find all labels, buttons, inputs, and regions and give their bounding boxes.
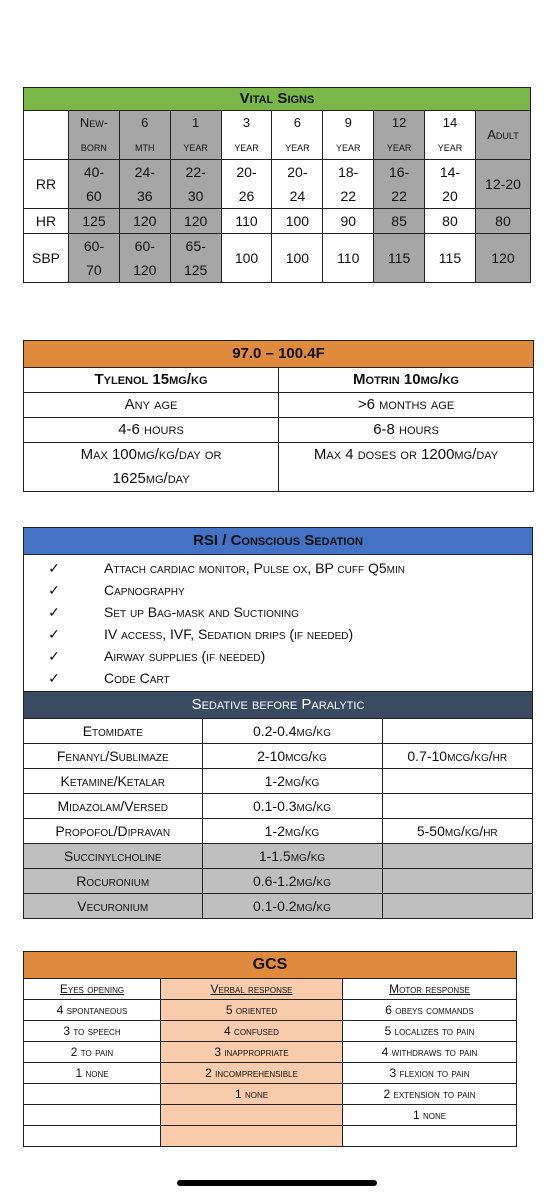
- cell-line: 115: [387, 250, 411, 266]
- sedative-title: Sedative before Paralytic: [24, 691, 532, 718]
- age-column-header: [69, 111, 120, 160]
- sedative-row: [24, 869, 532, 894]
- gcs-row: [24, 1105, 517, 1126]
- fever-row: [24, 418, 534, 443]
- checklist-item: [24, 557, 532, 579]
- vital-sign-value: [425, 234, 476, 283]
- vital-sign-value: [119, 234, 170, 283]
- cell-line: 20: [442, 188, 458, 204]
- cell-line: year: [386, 139, 412, 154]
- cell-line: 80: [495, 213, 511, 229]
- motrin-cell: 6-8 hours: [279, 418, 534, 443]
- gcs-verbal-cell: [161, 1105, 343, 1126]
- age-column-header: [170, 111, 221, 160]
- cell-line: 100: [285, 213, 310, 229]
- cell-line: 120: [491, 250, 515, 266]
- vital-sign-value: [221, 209, 272, 234]
- cell-line: 1: [192, 115, 200, 130]
- vital-signs-age-header: [24, 111, 531, 160]
- motrin-header: Motrin 10mg/kg: [279, 368, 534, 393]
- drug-dose: 0.2-0.4mg/kg: [202, 719, 382, 744]
- drug-dose: 1-1.5mg/kg: [202, 844, 382, 869]
- drug-drip: [382, 769, 532, 794]
- vital-signs-title: Vital Signs: [24, 88, 531, 111]
- gcs-motor-cell: [343, 1126, 517, 1147]
- check-icon: ✓: [48, 604, 60, 620]
- drug-drip: [382, 869, 532, 894]
- gcs-verbal-cell: [161, 1126, 343, 1147]
- vital-sign-value: [170, 234, 221, 283]
- check-icon: ✓: [48, 626, 60, 642]
- vital-sign-value: [69, 234, 120, 283]
- cell-line: New-: [79, 115, 109, 130]
- motrin-cell: Max 4 doses or 1200mg/day: [279, 443, 534, 492]
- gcs-eyes-cell: [24, 1126, 161, 1147]
- cell-line: 40-: [83, 164, 105, 180]
- checklist-text: Set up Bag-mask and Suctioning: [104, 604, 299, 620]
- sedative-row: [24, 844, 532, 869]
- drug-name: Ketamine/Ketalar: [24, 769, 202, 794]
- cell-line: year: [234, 139, 259, 154]
- vital-sign-value: [221, 160, 272, 209]
- drug-name: Rocuronium: [24, 869, 202, 894]
- vital-signs-corner: [24, 111, 69, 160]
- checklist-text: IV access, IVF, Sedation drips (if needed): [104, 626, 354, 642]
- rsi-section: [23, 527, 533, 919]
- drug-drip: [382, 844, 532, 869]
- vital-sign-value: [170, 209, 221, 234]
- vital-sign-value: [221, 234, 272, 283]
- age-column-header: [272, 111, 323, 160]
- gcs-motor-header: Motor response: [343, 979, 517, 1000]
- gcs-verbal-cell: 3 inappropriate: [161, 1042, 343, 1063]
- cell-line: 22: [391, 188, 407, 204]
- cell-line: 120: [133, 262, 157, 278]
- cell-line: 60-: [83, 238, 105, 254]
- cell-line: 22: [340, 188, 357, 204]
- vital-sign-value: [323, 234, 374, 283]
- cell-line: 85: [391, 213, 407, 229]
- cell-line: year: [335, 139, 361, 154]
- cell-line: year: [437, 139, 463, 154]
- cell-line: 6: [293, 115, 301, 130]
- fever-row: [24, 443, 534, 492]
- checklist-item: [24, 579, 532, 601]
- drug-dose: 0.1-0.3mg/kg: [202, 794, 382, 819]
- cell-line: 20-: [236, 164, 257, 180]
- cell-line: 16-: [388, 164, 410, 180]
- vital-sign-value: [323, 209, 374, 234]
- check-icon: ✓: [48, 648, 60, 664]
- cell-line: year: [285, 139, 310, 154]
- checklist-text: Capnography: [104, 582, 185, 598]
- cell-line: 22-: [185, 164, 206, 180]
- age-column-header: [374, 111, 425, 160]
- vital-sign-value: [272, 160, 323, 209]
- vital-sign-value: [374, 234, 425, 283]
- vital-sign-value: [119, 209, 170, 234]
- cell-line: 80: [442, 213, 458, 229]
- gcs-verbal-cell: 4 confused: [161, 1021, 343, 1042]
- vital-sign-value: [374, 160, 425, 209]
- cell-line: 3: [242, 115, 251, 130]
- gcs-eyes-cell: 4 spontaneous: [24, 1000, 161, 1021]
- vital-sign-value: [475, 209, 530, 234]
- vital-sign-label: SBP: [24, 234, 69, 283]
- checklist-item: [24, 623, 532, 645]
- cell-line: 120: [183, 213, 208, 229]
- gcs-row: [24, 1063, 517, 1084]
- home-indicator[interactable]: [177, 1180, 377, 1186]
- cell-line: 115: [438, 250, 462, 266]
- gcs-verbal-cell: 2 incomprehensible: [161, 1063, 343, 1084]
- tylenol-cell: Max 100mg/kg/day or 1625mg/day: [24, 443, 279, 492]
- checklist-item: [24, 645, 532, 667]
- vital-sign-value: [170, 160, 221, 209]
- drug-drip: 5-50mg/kg/hr: [382, 819, 532, 844]
- vital-sign-value: [119, 160, 170, 209]
- cell-line: 20-: [287, 164, 308, 180]
- drug-drip: [382, 794, 532, 819]
- cell-line: 18-: [338, 164, 359, 180]
- check-icon: ✓: [48, 670, 60, 686]
- vital-sign-value: [323, 160, 374, 209]
- cell-line: 24: [289, 188, 306, 204]
- drug-name: Succinylcholine: [24, 844, 202, 869]
- cell-line: 110: [235, 213, 258, 229]
- vital-sign-value: [475, 234, 530, 283]
- cell-line: 120: [133, 213, 157, 229]
- gcs-eyes-cell: [24, 1084, 161, 1105]
- cell-line: 36: [137, 188, 153, 204]
- cell-line: 100: [285, 250, 310, 266]
- cell-line: 12: [391, 115, 407, 130]
- vital-sign-label: RR: [24, 160, 69, 209]
- age-column-header: [475, 111, 530, 160]
- drug-name: Propofol/Dipravan: [24, 819, 202, 844]
- vital-sign-value: [425, 209, 476, 234]
- cell-line: 9: [344, 115, 352, 130]
- antipyretic-table: [23, 340, 534, 492]
- age-column-header: [221, 111, 272, 160]
- sedative-row: [24, 744, 532, 769]
- drug-dose: 0.6-1.2mg/kg: [202, 869, 382, 894]
- cell-line: 6: [141, 115, 149, 130]
- gcs-verbal-cell: 5 oriented: [161, 1000, 343, 1021]
- check-icon: ✓: [48, 582, 60, 598]
- vital-sign-row: [24, 160, 531, 209]
- drug-dose: 2-10mcg/kg: [202, 744, 382, 769]
- rsi-title: RSI / Conscious Sedation: [24, 528, 532, 555]
- cell-line: 26: [238, 188, 255, 204]
- vital-sign-value: [69, 209, 120, 234]
- gcs-motor-cell: 2 extension to pain: [343, 1084, 517, 1105]
- drug-name: Fenanyl/Sublimaze: [24, 744, 202, 769]
- cell-line: 12-20: [485, 176, 521, 192]
- drug-dose: 1-2mg/kg: [202, 819, 382, 844]
- drug-drip: [382, 894, 532, 919]
- gcs-row: [24, 1042, 517, 1063]
- gcs-eyes-cell: 1 none: [24, 1063, 161, 1084]
- sedative-row: [24, 769, 532, 794]
- checklist-text: Code Cart: [104, 670, 170, 686]
- sedative-row: [24, 794, 532, 819]
- vital-sign-label: HR: [24, 209, 69, 234]
- sedative-row: [24, 894, 532, 919]
- cell-line: born: [80, 139, 107, 154]
- cell-line: year: [183, 139, 208, 154]
- vital-sign-row: [24, 234, 531, 283]
- gcs-eyes-cell: 3 to speech: [24, 1021, 161, 1042]
- cell-line: 60-: [134, 238, 155, 254]
- cell-line: 125: [183, 262, 208, 278]
- gcs-row: [24, 1084, 517, 1105]
- sedative-row: [24, 719, 532, 744]
- cell-line: 65-: [185, 238, 206, 254]
- cell-line: 60: [86, 188, 102, 204]
- motrin-cell: >6 months age: [279, 393, 534, 418]
- drug-name: Etomidate: [24, 719, 202, 744]
- vital-sign-value: [475, 160, 530, 209]
- vital-sign-value: [69, 160, 120, 209]
- vital-signs-table: [23, 87, 531, 283]
- drug-dose: 1-2mg/kg: [202, 769, 382, 794]
- cell-line: Adult: [487, 127, 519, 142]
- tylenol-cell: 4-6 hours: [24, 418, 279, 443]
- cell-line: 30: [187, 188, 204, 204]
- cell-line: 110: [337, 250, 360, 266]
- cell-line: 14-: [439, 164, 461, 180]
- gcs-motor-cell: 5 localizes to pain: [343, 1021, 517, 1042]
- cell-line: 14: [442, 115, 458, 130]
- gcs-motor-cell: 6 obeys commands: [343, 1000, 517, 1021]
- tylenol-cell: Any age: [24, 393, 279, 418]
- checklist-text: Airway supplies (if needed): [104, 648, 266, 664]
- gcs-motor-cell: 3 flexion to pain: [343, 1063, 517, 1084]
- gcs-verbal-header: Verbal response: [161, 979, 343, 1000]
- gcs-eyes-header: Eyes opening: [24, 979, 161, 1000]
- drug-drip: 0.7-10mcg/kg/hr: [382, 744, 532, 769]
- gcs-eyes-cell: 2 to pain: [24, 1042, 161, 1063]
- rsi-checklist: [24, 555, 532, 691]
- drug-name: Midazolam/Versed: [24, 794, 202, 819]
- gcs-row: [24, 1126, 517, 1147]
- fever-row: [24, 393, 534, 418]
- cell-line: 90: [340, 213, 357, 229]
- vital-sign-value: [272, 209, 323, 234]
- sedative-table: [24, 718, 532, 918]
- gcs-row: [24, 1021, 517, 1042]
- cell-line: 24-: [134, 164, 155, 180]
- sedative-row: [24, 819, 532, 844]
- gcs-row: [24, 1000, 517, 1021]
- vital-sign-row: [24, 209, 531, 234]
- drug-drip: [382, 719, 532, 744]
- drug-dose: 0.1-0.2mg/kg: [202, 894, 382, 919]
- vital-sign-value: [272, 234, 323, 283]
- cell-line: 70: [86, 262, 102, 278]
- gcs-verbal-cell: 1 none: [161, 1084, 343, 1105]
- cell-line: 100: [234, 250, 259, 266]
- age-column-header: [323, 111, 374, 160]
- gcs-table: [23, 951, 517, 1147]
- age-column-header: [119, 111, 170, 160]
- cell-line: 125: [82, 213, 106, 229]
- check-icon: ✓: [48, 560, 60, 576]
- gcs-motor-cell: 4 withdraws to pain: [343, 1042, 517, 1063]
- gcs-title: GCS: [24, 952, 517, 979]
- gcs-motor-cell: 1 none: [343, 1105, 517, 1126]
- checklist-text: Attach cardiac monitor, Pulse ox, BP cuff Q5min: [104, 560, 405, 576]
- vital-sign-value: [374, 209, 425, 234]
- fever-range-title: 97.0 – 100.4F: [24, 341, 534, 368]
- gcs-eyes-cell: [24, 1105, 161, 1126]
- vital-sign-value: [425, 160, 476, 209]
- drug-name: Vecuronium: [24, 894, 202, 919]
- cell-line: mth: [135, 139, 155, 154]
- checklist-item: [24, 667, 532, 689]
- tylenol-header: Tylenol 15mg/kg: [24, 368, 279, 393]
- age-column-header: [425, 111, 476, 160]
- checklist-item: [24, 601, 532, 623]
